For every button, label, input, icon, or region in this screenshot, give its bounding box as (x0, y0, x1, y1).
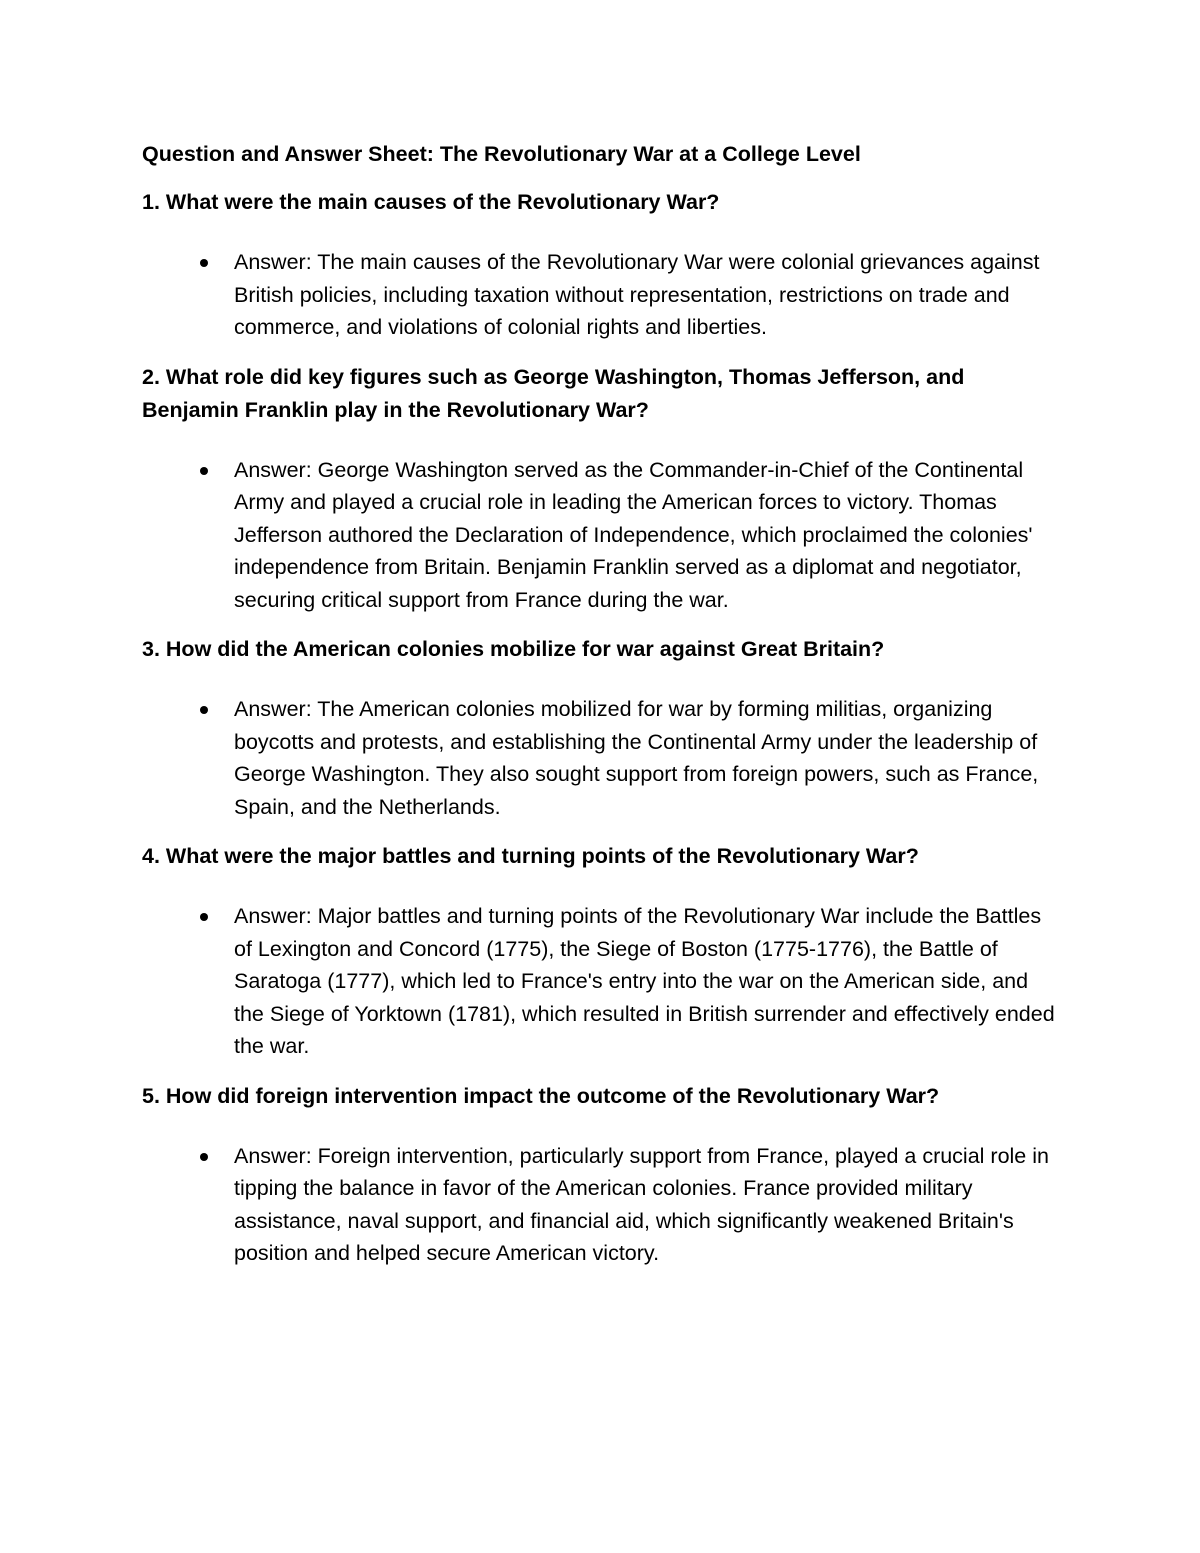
question-heading: 1. What were the main causes of the Revolutionary War? (142, 190, 720, 214)
answer-text: Answer: Major battles and turning points of the Revolutionary War include the Battles of Lexington and Concord (1775), the Siege of Boston (1775-1776), the Battle of Saratoga (1777), which led to France's entry into the war on the American side, and the Siege of Yorktown (1781), which resulted in British surrender and effectively ended the war. (234, 904, 1055, 1058)
answer-list-item (142, 1140, 1062, 1270)
answer-text: Answer: Foreign intervention, particularly support from France, played a crucial role in tipping the balance in favor of the American colonies. France provided military assistance, naval support, and financial aid, which significantly weakened Britain's position and helped secure American victory. (234, 1143, 1049, 1265)
answer-list-item (142, 246, 1062, 344)
qa-item (142, 633, 1062, 823)
bullet-icon (200, 706, 208, 714)
qa-item (142, 1080, 1062, 1270)
bullet-icon (200, 467, 208, 475)
answer-text: Answer: The American colonies mobilized for war by forming militias, organizing boycotts and protests, and establishing the Continental Army under the leadership of George Washington. They also sought support from foreign powers, such as France, Spain, and the Netherlands. (234, 697, 1039, 819)
question-heading: 2. What role did key figures such as George Washington, Thomas Jefferson, and Benjamin Franklin play in the Revolutionary War? (142, 364, 965, 422)
qa-item (142, 361, 1062, 617)
answer-list-item (142, 454, 1062, 617)
bullet-icon (200, 259, 208, 267)
question-heading: 4. What were the major battles and turning points of the Revolutionary War? (142, 844, 919, 868)
qa-item (142, 840, 1062, 1063)
question-heading: 5. How did foreign intervention impact the outcome of the Revolutionary War? (142, 1083, 940, 1108)
document-page (142, 138, 1062, 1287)
answer-text: Answer: The main causes of the Revolutionary War were colonial grievances against British policies, including taxation without representation, restrictions on trade and commerce, and violations of colonial rights and liberties. (234, 250, 1040, 339)
answer-text: Answer: George Washington served as the Commander-in-Chief of the Continental Army and played a crucial role in leading the American forces to victory. Thomas Jefferson authored the Declaration of Independence, which proclaimed the colonies' independence from Britain. Benjamin Franklin served as a diplomat and negotiator, securing critical support from France during the war. (234, 457, 1033, 612)
document-title: Question and Answer Sheet: The Revolutionary War at a College Level (142, 142, 861, 166)
bullet-icon (200, 913, 208, 921)
qa-item (142, 186, 1062, 344)
question-heading: 3. How did the American colonies mobilize for war against Great Britain? (142, 637, 885, 661)
answer-list-item (142, 900, 1062, 1063)
bullet-icon (200, 1153, 208, 1161)
answer-list-item (142, 693, 1062, 823)
